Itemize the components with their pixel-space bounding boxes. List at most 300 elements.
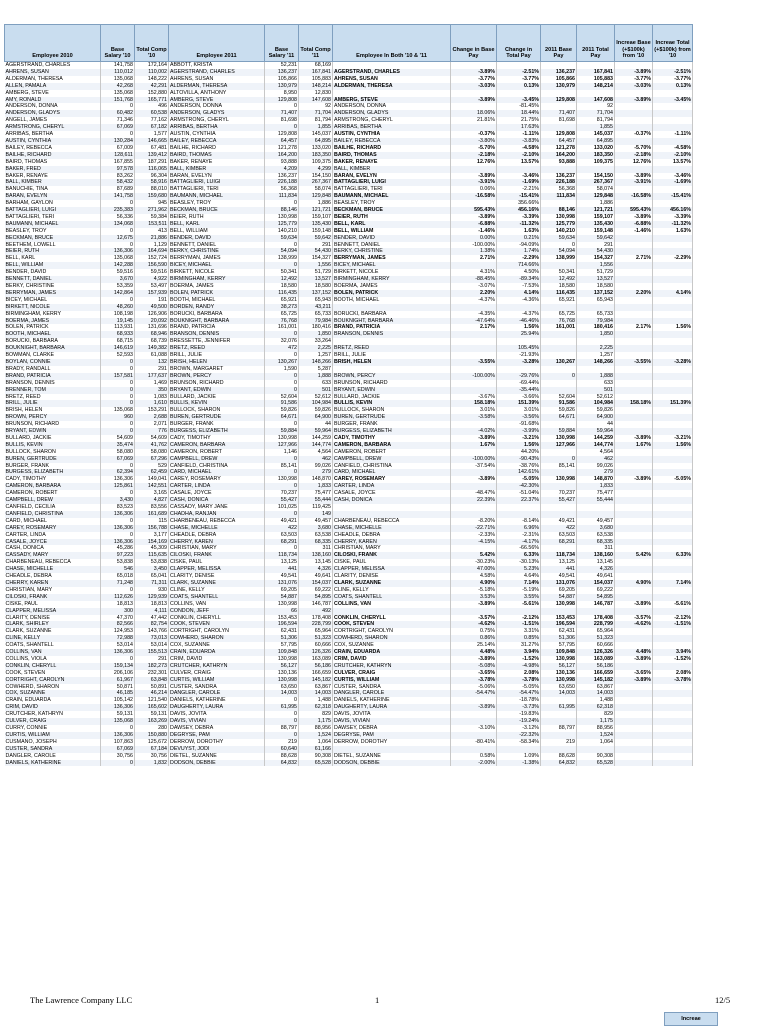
table-cell: 61,995: [541, 704, 577, 711]
table-cell-spacer: [693, 456, 767, 463]
table-cell: 0.58%: [451, 753, 497, 760]
table-cell: [653, 690, 693, 697]
table-cell: 172,164: [135, 62, 169, 69]
table-cell: 90,308: [577, 753, 615, 760]
table-cell: -48.47%: [451, 490, 497, 497]
table-cell: CAMPBELL, DREW: [169, 456, 265, 463]
table-cell: 60,538: [135, 110, 169, 117]
table-cell: 3,450: [135, 566, 169, 573]
table-cell: [615, 297, 653, 304]
table-cell: 50,341: [265, 269, 299, 276]
table-cell: 2.20%: [615, 290, 653, 297]
table-row: [5, 642, 767, 649]
table-cell-spacer: [693, 635, 767, 642]
table-cell: [615, 276, 653, 283]
table-cell-spacer: [693, 753, 767, 760]
table-cell: 0.13%: [653, 83, 693, 90]
table-cell: DAVIS, JOVITA: [333, 711, 451, 718]
table-cell: [615, 525, 653, 532]
table-row: [5, 677, 767, 684]
table-cell: 44.20%: [497, 449, 541, 456]
table-cell: 1.09%: [497, 753, 541, 760]
table-cell: -1.52%: [497, 656, 541, 663]
table-cell: CRAIN, EDUARDA: [5, 697, 101, 704]
table-cell: 97,578: [101, 166, 135, 173]
table-cell: BERRYMAN, JAMES: [169, 255, 265, 262]
table-cell-spacer: [693, 324, 767, 331]
table-cell: [451, 483, 497, 490]
table-cell: 1.63%: [653, 228, 693, 235]
table-cell: -46.46%: [497, 318, 541, 325]
table-cell: 153,453: [265, 615, 299, 622]
table-row: [5, 739, 767, 746]
table-cell: [541, 469, 577, 476]
table-cell: CONKLIN, CHERYLL: [333, 615, 451, 622]
page-number: 1: [375, 995, 380, 1005]
table-cell: 105,883: [577, 76, 615, 83]
table-cell: ANDERSON, GLADYS: [169, 110, 265, 117]
next-page-header-cell: Increae: [664, 1012, 718, 1026]
table-cell: 149: [299, 511, 333, 518]
table-row: [5, 456, 767, 463]
table-cell: [653, 366, 693, 373]
table-cell: 65,733: [577, 311, 615, 318]
table-cell: 0: [265, 352, 299, 359]
table-row: [5, 594, 767, 601]
table-cell: 154,150: [299, 173, 333, 180]
table-cell: BOLEN, PATRICK: [5, 324, 101, 331]
table-cell: -1.51%: [653, 621, 693, 628]
table-cell: 135,068: [101, 255, 135, 262]
table-cell: 50,341: [541, 269, 577, 276]
table-cell: 271,962: [135, 207, 169, 214]
table-cell: -3.78%: [497, 677, 541, 684]
table-cell-spacer: [693, 83, 767, 90]
table-cell: 54,094: [265, 248, 299, 255]
table-cell: BEIER, RUTH: [5, 248, 101, 255]
table-cell: 135,068: [101, 90, 135, 97]
table-cell: -2.10%: [653, 152, 693, 159]
table-cell: 2.20%: [451, 290, 497, 297]
table-cell: 63,867: [577, 684, 615, 691]
table-row: [5, 746, 767, 753]
table-row: [5, 435, 767, 442]
table-cell: -4.17%: [497, 539, 541, 546]
table-cell-spacer: [693, 228, 767, 235]
table-cell: [541, 387, 577, 394]
table-cell: 111,834: [265, 193, 299, 200]
table-cell: BEASLEY, TROY: [169, 200, 265, 207]
table-cell: [333, 62, 451, 69]
table-cell: -89.34%: [497, 276, 541, 283]
table-cell: 0: [101, 656, 135, 663]
table-cell: [451, 90, 497, 97]
table-cell: [653, 90, 693, 97]
table-cell: 18,580: [265, 283, 299, 290]
table-cell: 54,430: [299, 248, 333, 255]
table-cell: 21.81%: [451, 117, 497, 124]
table-cell: 0: [101, 242, 135, 249]
column-header: Increae Total (+$100k) from '10: [653, 25, 693, 62]
table-cell: -80.41%: [451, 739, 497, 746]
table-cell: -2.00%: [451, 760, 497, 767]
table-cell: 14,003: [265, 690, 299, 697]
table-row: [5, 283, 767, 290]
table-row: [5, 725, 767, 732]
table-cell: 18,580: [577, 283, 615, 290]
table-cell: BIRMINGHAM, KERRY: [333, 276, 451, 283]
table-cell: BARAN, EVELYN: [5, 193, 101, 200]
table-cell: 131,076: [541, 580, 577, 587]
table-cell: ANDERSON, DONNA: [5, 103, 101, 110]
table-cell: 19,145: [101, 318, 135, 325]
table-cell: -3.66%: [497, 394, 541, 401]
table-cell: 1.67%: [615, 442, 653, 449]
table-cell: 154,169: [135, 539, 169, 546]
table-cell-spacer: [693, 559, 767, 566]
table-cell: 0: [101, 131, 135, 138]
table-cell: -4.37%: [451, 297, 497, 304]
table-cell: 441: [541, 566, 577, 573]
table-row: [5, 255, 767, 262]
table-cell: [577, 366, 615, 373]
table-cell: -3.89%: [451, 97, 497, 104]
table-cell: 226,188: [541, 179, 577, 186]
table-cell: 54,609: [101, 435, 135, 442]
table-cell: 59,826: [265, 407, 299, 414]
table-cell: BERKY, CHRISTINE: [5, 283, 101, 290]
table-cell: 148,870: [299, 476, 333, 483]
table-cell: 58,074: [577, 186, 615, 193]
salary-table: [4, 24, 767, 766]
column-header: Increae Base (+$100k) from '10: [615, 25, 653, 62]
table-cell: [653, 760, 693, 767]
table-cell: 4,564: [577, 449, 615, 456]
table-cell: 5.23%: [497, 566, 541, 573]
table-cell: 146,787: [299, 601, 333, 608]
table-cell: 138,999: [265, 255, 299, 262]
table-cell: CHRISTIAN, MARY: [169, 545, 265, 552]
table-cell: 183,350: [299, 152, 333, 159]
table-cell: 59,884: [541, 428, 577, 435]
table-cell: -3.89%: [615, 97, 653, 104]
table-cell: [615, 394, 653, 401]
table-cell: [653, 200, 693, 207]
table-cell: AUSTIN, CYNTHIA: [5, 138, 101, 145]
table-cell: 0: [265, 483, 299, 490]
table-cell: [653, 387, 693, 394]
table-cell: 130,998: [541, 601, 577, 608]
table-cell: 3.53%: [451, 594, 497, 601]
table-cell: 191: [135, 297, 169, 304]
table-cell: 109,848: [265, 649, 299, 656]
table-cell: 63,867: [299, 684, 333, 691]
table-cell: 59,634: [265, 235, 299, 242]
table-cell: 56,336: [101, 214, 135, 221]
table-cell: 64,832: [541, 760, 577, 767]
table-cell: BRANSON, DENNIS: [5, 380, 101, 387]
table-cell: 97,223: [101, 552, 135, 559]
table-cell: 130,998: [265, 601, 299, 608]
table-cell: 130,998: [265, 476, 299, 483]
table-cell: [615, 608, 653, 615]
table-cell: 25.94%: [497, 331, 541, 338]
table-cell: 121,278: [265, 145, 299, 152]
table-cell: BURGER, FRANK: [333, 421, 451, 428]
table-cell: BALL, KIMBER: [169, 166, 265, 173]
table-cell: [653, 663, 693, 670]
table-row: [5, 428, 767, 435]
table-cell: BARHAM, GAYLON: [5, 200, 101, 207]
table-cell-spacer: [693, 69, 767, 76]
table-cell: 13,125: [265, 559, 299, 566]
table-cell: [653, 711, 693, 718]
table-cell: BUREN, GERTRUDE: [169, 414, 265, 421]
table-cell: [615, 269, 653, 276]
table-cell: 53,838: [135, 559, 169, 566]
table-cell-spacer: [693, 290, 767, 297]
table-cell: [653, 345, 693, 352]
table-cell: BAIRD, THOMAS: [169, 152, 265, 159]
table-cell-spacer: [693, 566, 767, 573]
table-cell: BULLIS, KEVIN: [333, 400, 451, 407]
table-cell: 56,127: [541, 663, 577, 670]
table-cell: 53,014: [135, 642, 169, 649]
table-cell: -3.77%: [615, 76, 653, 83]
table-cell: [451, 511, 497, 518]
table-cell: [451, 449, 497, 456]
table-cell: 4,111: [135, 608, 169, 615]
table-cell: CASH, DONICA: [169, 497, 265, 504]
table-cell: [615, 124, 653, 131]
table-cell: 12,492: [265, 276, 299, 283]
table-cell: BELL, KARL: [5, 255, 101, 262]
table-cell: CHERRY, KAREN: [333, 539, 451, 546]
table-cell: BATTAGLIERI, LUIGI: [333, 179, 451, 186]
table-cell: [615, 594, 653, 601]
table-row: [5, 331, 767, 338]
table-cell: [653, 62, 693, 69]
table-cell: -1.11%: [653, 131, 693, 138]
table-cell: BICEY, MICHAEL: [333, 262, 451, 269]
table-cell: 356.66%: [497, 200, 541, 207]
table-cell: 116,065: [135, 166, 169, 173]
table-cell: 130,998: [541, 476, 577, 483]
table-cell: 144,259: [577, 435, 615, 442]
table-cell: 144,774: [577, 442, 615, 449]
table-cell: 2.71%: [615, 255, 653, 262]
table-cell: BALL, KIMBER: [333, 166, 451, 173]
table-cell: [577, 511, 615, 518]
table-cell: 62,318: [299, 704, 333, 711]
table-cell: -100.00%: [451, 373, 497, 380]
table-cell: 235,383: [101, 207, 135, 214]
table-cell: 1,886: [577, 200, 615, 207]
table-cell-spacer: [693, 615, 767, 622]
table-cell: [615, 456, 653, 463]
table-cell: 67,009: [101, 145, 135, 152]
table-cell: [451, 103, 497, 110]
table-cell: [451, 608, 497, 615]
table-cell: 20,092: [135, 318, 169, 325]
table-row: [5, 262, 767, 269]
table-cell: BRETZ, REED: [5, 394, 101, 401]
table-cell: 71,704: [577, 110, 615, 117]
table-cell: BURGER, FRANK: [5, 463, 101, 470]
table-cell: 68,335: [299, 539, 333, 546]
table-cell: 108,198: [101, 311, 135, 318]
table-cell: [333, 338, 451, 345]
table-cell: 121,278: [541, 145, 577, 152]
table-cell: -3.89%: [615, 435, 653, 442]
table-cell: 30,756: [101, 753, 135, 760]
table-cell: -69.44%: [497, 380, 541, 387]
table-cell: 4,209: [265, 166, 299, 173]
table-cell: [615, 518, 653, 525]
table-cell: BATTAGLIERI, TERI: [5, 214, 101, 221]
table-row: [5, 352, 767, 359]
table-cell: 81,794: [577, 117, 615, 124]
table-cell-spacer: [693, 345, 767, 352]
table-cell: 54,887: [265, 594, 299, 601]
table-cell: 65,921: [265, 297, 299, 304]
table-cell: 64,900: [299, 414, 333, 421]
table-cell: [615, 90, 653, 97]
table-cell: 141,758: [101, 193, 135, 200]
table-cell: 161,001: [541, 324, 577, 331]
table-cell: BAIRD, THOMAS: [333, 152, 451, 159]
table-cell: 2.71%: [451, 255, 497, 262]
table-cell: CASALE, JOYCE: [5, 539, 101, 546]
table-cell: 61,995: [265, 704, 299, 711]
table-cell: -4.15%: [451, 539, 497, 546]
table-cell: 55,444: [577, 497, 615, 504]
table-cell: 0: [101, 463, 135, 470]
table-cell: 107,863: [101, 739, 135, 746]
table-cell: 291: [299, 242, 333, 249]
table-cell: 67,481: [135, 145, 169, 152]
table-cell: 311: [577, 545, 615, 552]
table-cell: 113,931: [101, 324, 135, 331]
table-cell: 67,182: [135, 124, 169, 131]
table-cell: DEGRYSE, PAM: [333, 732, 451, 739]
table-cell: ARMSTRONG, CHERYL: [169, 117, 265, 124]
table-cell: 67,296: [135, 456, 169, 463]
table-cell: 4.90%: [451, 580, 497, 587]
table-cell: 13,527: [299, 276, 333, 283]
table-cell-spacer: [693, 304, 767, 311]
table-cell-spacer: [693, 62, 767, 69]
table-cell: [653, 449, 693, 456]
table-cell: -51.04%: [497, 490, 541, 497]
table-cell: 69,205: [541, 587, 577, 594]
table-cell: [577, 504, 615, 511]
table-cell: CLARK, SUZANNE: [5, 628, 101, 635]
table-cell: CILOSKI, FRANK: [5, 594, 101, 601]
table-cell: 4.64%: [497, 573, 541, 580]
table-cell: 52,612: [577, 394, 615, 401]
table-cell: BRETZ, REED: [169, 345, 265, 352]
table-cell: [541, 352, 577, 359]
table-cell: BENNETT, DANIEL: [333, 242, 451, 249]
table-cell: [615, 684, 653, 691]
table-cell: DODSON, DEBBIE: [333, 760, 451, 767]
table-cell: 129,808: [265, 97, 299, 104]
table-cell-spacer: [693, 400, 767, 407]
table-cell: 0: [101, 387, 135, 394]
table-cell: 156,590: [135, 262, 169, 269]
table-cell: -3.83%: [497, 138, 541, 145]
table-cell: -58.34%: [497, 739, 541, 746]
table-cell: -3.89%: [451, 69, 497, 76]
table-cell-spacer: [693, 677, 767, 684]
table-cell: 0: [101, 532, 135, 539]
table-cell: 0: [265, 711, 299, 718]
table-cell: 0: [265, 380, 299, 387]
table-cell: 110,012: [101, 69, 135, 76]
table-cell: [615, 373, 653, 380]
table-cell: BURGESS, ELIZABETH: [169, 428, 265, 435]
table-cell: 99,026: [299, 463, 333, 470]
table-cell: 7.14%: [497, 580, 541, 587]
table-cell: [497, 304, 541, 311]
table-cell: CHARBENEAU, REBECCA: [5, 559, 101, 566]
table-cell: 0: [541, 242, 577, 249]
table-cell: -1.52%: [653, 656, 693, 663]
table-cell: [541, 380, 577, 387]
table-cell: 53,359: [101, 283, 135, 290]
table-cell: 130,998: [541, 656, 577, 663]
table-cell: 85,141: [541, 463, 577, 470]
table-cell: [615, 463, 653, 470]
table-cell: 90,308: [299, 753, 333, 760]
table-cell: 178,408: [577, 615, 615, 622]
table-cell: 0: [265, 331, 299, 338]
table-cell: 35,474: [101, 442, 135, 449]
table-cell: [541, 545, 577, 552]
table-cell: 70,237: [265, 490, 299, 497]
table-cell: -5.06%: [451, 684, 497, 691]
table-cell: CADY, TIMOTHY: [333, 435, 451, 442]
table-cell: 945: [135, 200, 169, 207]
table-cell: [615, 242, 653, 249]
table-cell: [653, 414, 693, 421]
table-row: [5, 421, 767, 428]
table-cell: [577, 746, 615, 753]
table-cell: [615, 283, 653, 290]
table-cell: 92: [299, 103, 333, 110]
table-cell: 64,895: [299, 138, 333, 145]
table-cell: -5.08%: [451, 663, 497, 670]
table-cell: -66.56%: [497, 545, 541, 552]
table-cell: 63,503: [265, 532, 299, 539]
table-cell: [653, 697, 693, 704]
table-cell: 13,145: [299, 559, 333, 566]
table-cell: 130,979: [541, 83, 577, 90]
table-cell: 62,431: [541, 628, 577, 635]
table-cell-spacer: [693, 449, 767, 456]
table-cell: [615, 532, 653, 539]
table-cell: 111,834: [541, 193, 577, 200]
table-cell: 88,146: [265, 207, 299, 214]
table-cell: -2.31%: [497, 532, 541, 539]
table-cell: -11.32%: [653, 221, 693, 228]
table-cell: 2.08%: [653, 670, 693, 677]
table-row: [5, 656, 767, 663]
table-cell: [541, 732, 577, 739]
table-cell-spacer: [693, 186, 767, 193]
table-cell: BIRKETT, NICOLE: [333, 269, 451, 276]
